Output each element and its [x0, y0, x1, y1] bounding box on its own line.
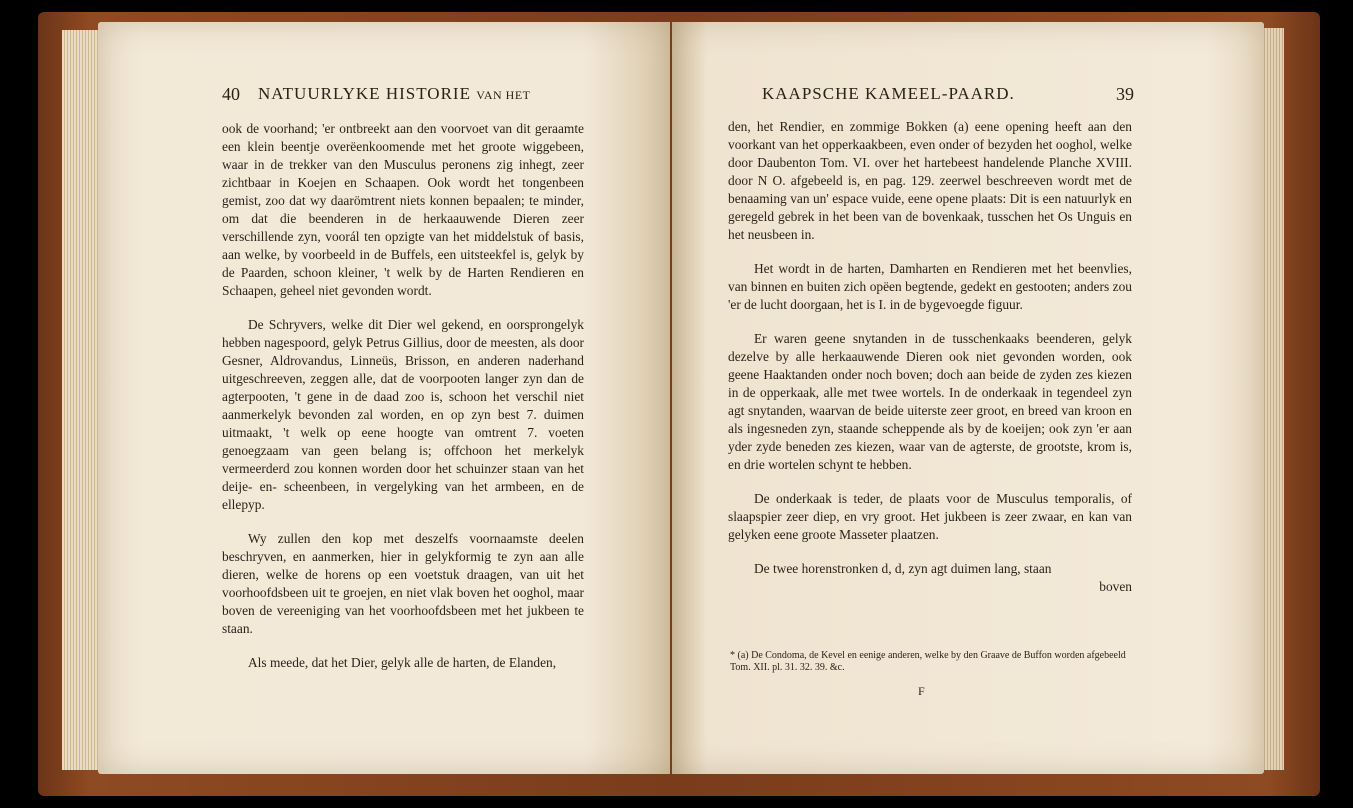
right-page-edges: [1262, 28, 1284, 770]
left-page-edges: [62, 30, 100, 770]
paragraph: Als meede, dat het Dier, gelyk alle de harten, de Elanden,: [248, 655, 557, 670]
paragraph: De onderkaak is teder, de plaats voor de Musculus temporalis, of slaapspier zeer diep, en vry groot. Het jukbeen is zeer zwaar, en kan van gelyken eene groote Masseter plaatzen.: [728, 491, 1132, 542]
left-header-main: NATUURLYKE HISTORIE: [258, 84, 471, 103]
paragraph: De twee horenstronken d, d, zyn agt duimen lang, staan: [754, 561, 1052, 576]
paragraph: Er waren geene snytanden in de tusschenkaaks beenderen, gelyk dezelve by alle herkaauwende Dieren ook niet gevonden worden, ook geene Haaktanden onder noch boven; doch aan beide de zyden zes kiezen in de opperkaak, alle met twee wortels. In de onderkaak in tegendeel zyn agt snytanden, waarvan de beide uiterste zeer groot, en breed van kroon en als ingesneden zyn, staande scheppende als by de koeijen; ook zyn 'er aan yder zyde beneden zes kiezen, waar van de agterste, de grootste, krom is, en drie wortelen schynt te hebben.: [728, 331, 1132, 472]
footnote: * (a) De Condoma, de Kevel en eenige anderen, welke by den Graave de Buffon worden afgebeeld Tom. XII. pl. 31. 32. 39. &c.: [730, 650, 1126, 673]
left-running-header: [258, 84, 530, 104]
right-page-number: 39: [1116, 84, 1134, 104]
left-page-text: [222, 120, 584, 688]
paragraph: Het wordt in de harten, Damharten en Rendieren met het beenvlies, van binnen en buiten zich opëen begtende, gedekt en gestooten; anders zou 'er de lucht doorgaan, het is I. in de bygevoegde figuur.: [728, 261, 1132, 312]
catchword: boven: [1099, 579, 1132, 594]
left-page-number: 40: [222, 84, 240, 104]
paragraph: De Schryvers, welke dit Dier wel gekend, en oorsprongelyk hebben nagespoord, gelyk Petrus Gillius, door de meesten, als door Gesner, Aldrovandus, Linneüs, Brisson, en anderen naderhand uitgeschreeven, zeggen alle, dat de voorpooten langer zyn dan de agterpooten, 't gene in de daad zoo is, schoon het verschil niet aanmerkelyk bevonden zal worden, en op zyn best 7. duimen uitmaakt, 't welk op eene hoogte van omtrent 7. voeten genoegzaam van geen belang is; offchoon het merkelyk vermeerderd zou konnen worden door het schuinzer staan van het deije- en- scheenbeen, in vergelyking van het armbeen, en de ellepyp.: [222, 317, 584, 512]
right-page-text: [728, 118, 1132, 596]
paragraph: ook de voorhand; 'er ontbreekt aan den voorvoet van dit geraamte een klein beentje overëenkoomende met het groote wiggebeen, waar in de trekker van den Musculus peronens zig inhegt, zeer zichtbaar in Koejen en Schaapen. Ook wordt het tongenbeen gemist, zoo dat wy daarömtrent niets konnen bepaalen; te minder, om dat die beenderen in de herkaauwende Dieren zeer verschillende zyn, voorál ten opzigte van het middelstuk of basis, aan welke, by voorbeeld in de Buffels, een uitsteekfel is, gelyk by de Paarden, schoon kleiner, 't welk by de Harten Rendieren en Schaapen, geheel niet gevonden wordt.: [222, 121, 584, 298]
paragraph: den, het Rendier, en zommige Bokken (a) eene opening heeft aan den voorkant van het opperkaakbeen, even onder of bezyden het ooghol, welke door Daubenton Tom. VI. over het hartebeest handelende Planche XVIII. door N O. afgebeeld is, en pag. 129. zeerwel beschreeven wordt met de benaaming van un' espace vuide, eene opene plaats: Dit is een natuurlyk en geregeld gebrek in het been van de bovenkaak, tusschen het Os Unguis en het neusbeen in.: [728, 119, 1132, 242]
right-running-header: KAAPSCHE KAMEEL-PAARD.: [762, 84, 1015, 103]
signature-mark: F: [918, 684, 925, 698]
paragraph: Wy zullen den kop met deszelfs voornaamste deelen beschryven, en aanmerken, hier in gelykformig te zyn aan alle dieren, welke de horens op een voetstuk draagen, van uit het voorhoofdsbeen uit te groejen, en niet vlak boven het ooghol, maar boven de vereeniging van het voorhoofdsbeen met het jukbeen te staan.: [222, 531, 584, 636]
left-header-small: VAN HET: [476, 88, 531, 102]
